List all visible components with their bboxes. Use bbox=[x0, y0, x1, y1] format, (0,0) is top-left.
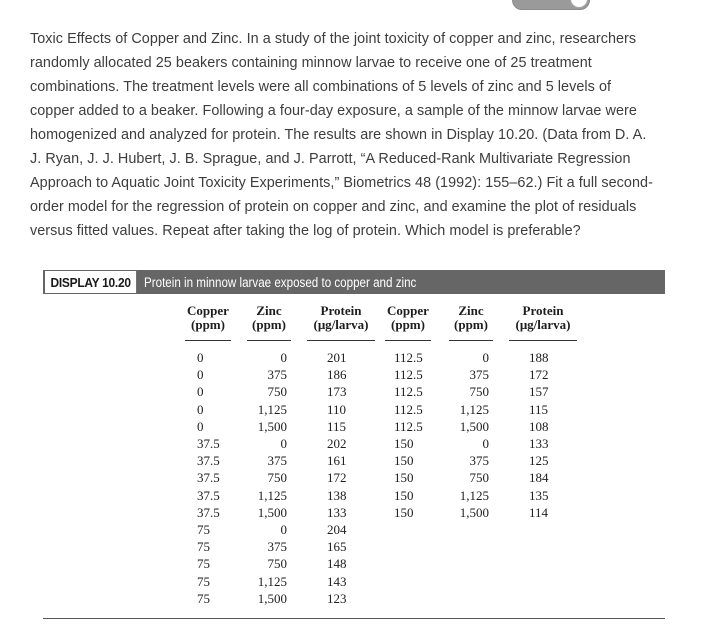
table-cell: 112.5 bbox=[394, 418, 423, 434]
table-cell: 150 bbox=[394, 504, 414, 520]
problem-line: Approach to Aquatic Joint Toxicity Experiments,” Biometrics 48 (1992): 155–62.) Fit a full second- bbox=[30, 175, 653, 191]
table-cell: 108 bbox=[529, 418, 549, 434]
col-zinc-1 bbox=[247, 304, 291, 332]
table-cell: 37.5 bbox=[197, 436, 220, 452]
table-cell: 375 bbox=[267, 453, 287, 469]
table-cell: 115 bbox=[529, 401, 549, 417]
col-copper-2 bbox=[385, 304, 431, 332]
table-cell: 37.5 bbox=[197, 470, 220, 486]
table-cell: 114 bbox=[529, 504, 549, 520]
table-cell: 112.5 bbox=[394, 384, 423, 400]
table-cell: 138 bbox=[327, 487, 347, 503]
header-rule bbox=[247, 340, 291, 341]
table-cell: 165 bbox=[327, 539, 347, 555]
col-protein-2 bbox=[509, 304, 577, 332]
table-cell: 1,125 bbox=[459, 487, 489, 503]
table-cell: 0 bbox=[197, 350, 204, 365]
table-cell: 161 bbox=[327, 453, 347, 469]
table-cell: 1,500 bbox=[459, 504, 489, 520]
table-cell: 112.5 bbox=[394, 350, 423, 365]
table-cell: 150 bbox=[394, 436, 414, 452]
table-cell: 1,125 bbox=[257, 487, 287, 503]
table-cell: 201 bbox=[327, 350, 347, 365]
display-header-bar bbox=[43, 270, 665, 294]
table-cell: 143 bbox=[327, 573, 347, 589]
problem-line: copper added to a beaker. Following a four-day exposure, a sample of the minnow larvae were bbox=[30, 103, 637, 119]
table-cell: 1,125 bbox=[257, 401, 287, 417]
header-rule bbox=[185, 340, 231, 341]
table-cell: 75 bbox=[197, 539, 210, 555]
table-cell: 0 bbox=[197, 367, 204, 383]
col-copper-1 bbox=[185, 304, 231, 332]
toggle-knob[interactable] bbox=[570, 0, 588, 8]
header-copper-1-unit: (ppm) bbox=[191, 317, 225, 332]
header-copper-2: Copper bbox=[387, 303, 429, 318]
table-cell: 135 bbox=[529, 487, 549, 503]
table-cell: 184 bbox=[529, 470, 549, 486]
table-cell: 750 bbox=[469, 470, 489, 486]
header-zinc-1-unit: (ppm) bbox=[252, 317, 286, 332]
table-cell: 1,500 bbox=[459, 418, 489, 434]
table-cell: 0 bbox=[197, 401, 204, 417]
table-cell: 204 bbox=[327, 522, 347, 538]
display-badge: DISPLAY 10.20 bbox=[45, 271, 136, 293]
cells-copper-2 bbox=[394, 349, 423, 521]
table-cell: 375 bbox=[267, 539, 287, 555]
table-cell: 115 bbox=[327, 418, 347, 434]
cells-protein-1 bbox=[327, 349, 347, 607]
cells-copper-1 bbox=[197, 349, 220, 607]
table-cell: 150 bbox=[394, 453, 414, 469]
table-cell: 172 bbox=[327, 470, 347, 486]
header-protein-2-unit: (μg/larva) bbox=[515, 317, 571, 332]
table-cell: 750 bbox=[469, 384, 489, 400]
table-cell: 173 bbox=[327, 384, 347, 400]
problem-text bbox=[30, 27, 698, 243]
table-cell: 375 bbox=[267, 367, 287, 383]
table-cell: 750 bbox=[267, 384, 287, 400]
header-rule bbox=[509, 340, 577, 341]
table-cell: 125 bbox=[529, 453, 549, 469]
header-rule bbox=[449, 340, 493, 341]
table-cell: 0 bbox=[482, 436, 489, 452]
table-cell: 0 bbox=[280, 522, 287, 538]
table-cell: 202 bbox=[327, 436, 347, 452]
cells-zinc-2 bbox=[447, 349, 489, 521]
table-cell: 0 bbox=[280, 350, 287, 365]
header-rule bbox=[385, 340, 431, 341]
problem-line: versus fitted values. Repeat after taking the log of protein. Which model is preferable? bbox=[30, 223, 581, 239]
table-cell: 0 bbox=[280, 436, 287, 452]
table-cell: 375 bbox=[469, 367, 489, 383]
table-cell: 150 bbox=[394, 487, 414, 503]
header-zinc-1: Zinc bbox=[256, 303, 282, 318]
table-cell: 157 bbox=[529, 384, 549, 400]
table-cell: 1,125 bbox=[257, 573, 287, 589]
table-cell: 150 bbox=[394, 470, 414, 486]
table-cell: 75 bbox=[197, 522, 210, 538]
table-cell: 375 bbox=[469, 453, 489, 469]
table-cell: 123 bbox=[327, 590, 347, 606]
header-copper-1: Copper bbox=[187, 303, 229, 318]
display-title: Protein in minnow larvae exposed to copper and zinc bbox=[144, 274, 417, 290]
table-cell: 148 bbox=[327, 556, 347, 572]
table-cell: 37.5 bbox=[197, 504, 220, 520]
table-cell: 1,500 bbox=[257, 418, 287, 434]
col-zinc-2 bbox=[449, 304, 493, 332]
toggle-switch[interactable] bbox=[512, 0, 590, 10]
header-copper-2-unit: (ppm) bbox=[391, 317, 425, 332]
col-protein-1 bbox=[307, 304, 375, 332]
table-cell: 1,500 bbox=[257, 504, 287, 520]
cells-protein-2 bbox=[529, 349, 549, 521]
problem-line: randomly allocated 25 beakers containing minnow larvae to receive one of 25 treatment bbox=[30, 55, 592, 71]
table-cell: 1,125 bbox=[459, 401, 489, 417]
header-rule bbox=[307, 340, 375, 341]
problem-line: Toxic Effects of Copper and Zinc. In a study of the joint toxicity of copper and zinc, researchers bbox=[30, 31, 637, 47]
table-cell: 1,500 bbox=[257, 590, 287, 606]
table-cell: 37.5 bbox=[197, 453, 220, 469]
table-cell: 112.5 bbox=[394, 367, 423, 383]
table-cell: 75 bbox=[197, 556, 210, 572]
problem-line: combinations. The treatment levels were all combinations of 5 levels of zinc and 5 levels of bbox=[30, 79, 612, 95]
cells-zinc-1 bbox=[245, 349, 287, 607]
table-cell: 750 bbox=[267, 470, 287, 486]
header-protein-2: Protein bbox=[522, 303, 564, 318]
display-table bbox=[43, 270, 665, 606]
problem-line: order model for the regression of protein on copper and zinc, and examine the plot of residuals bbox=[30, 199, 637, 215]
table-cell: 750 bbox=[267, 556, 287, 572]
problem-line: homogenized and analyzed for protein. The results are shown in Display 10.20. (Data from D. A. bbox=[30, 127, 647, 143]
table-cell: 0 bbox=[197, 418, 204, 434]
table-bottom-rule bbox=[43, 618, 665, 619]
header-zinc-2-unit: (ppm) bbox=[454, 317, 488, 332]
table-cell: 172 bbox=[529, 367, 549, 383]
table-cell: 112.5 bbox=[394, 401, 423, 417]
table-cell: 133 bbox=[327, 504, 347, 520]
table-cell: 186 bbox=[327, 367, 347, 383]
table-cell: 0 bbox=[197, 384, 204, 400]
table-cell: 133 bbox=[529, 436, 549, 452]
table-cell: 75 bbox=[197, 590, 210, 606]
table-cell: 0 bbox=[482, 350, 489, 365]
table-cell: 75 bbox=[197, 573, 210, 589]
header-protein-1-unit: (μg/larva) bbox=[313, 317, 369, 332]
problem-line: J. Ryan, J. J. Hubert, J. B. Sprague, and J. Parrott, “A Reduced-Rank Multivariate Regression bbox=[30, 151, 631, 167]
table-cell: 188 bbox=[529, 350, 549, 365]
table-cell: 110 bbox=[327, 401, 347, 417]
header-zinc-2: Zinc bbox=[458, 303, 484, 318]
table-cell: 37.5 bbox=[197, 487, 220, 503]
header-protein-1: Protein bbox=[320, 303, 362, 318]
